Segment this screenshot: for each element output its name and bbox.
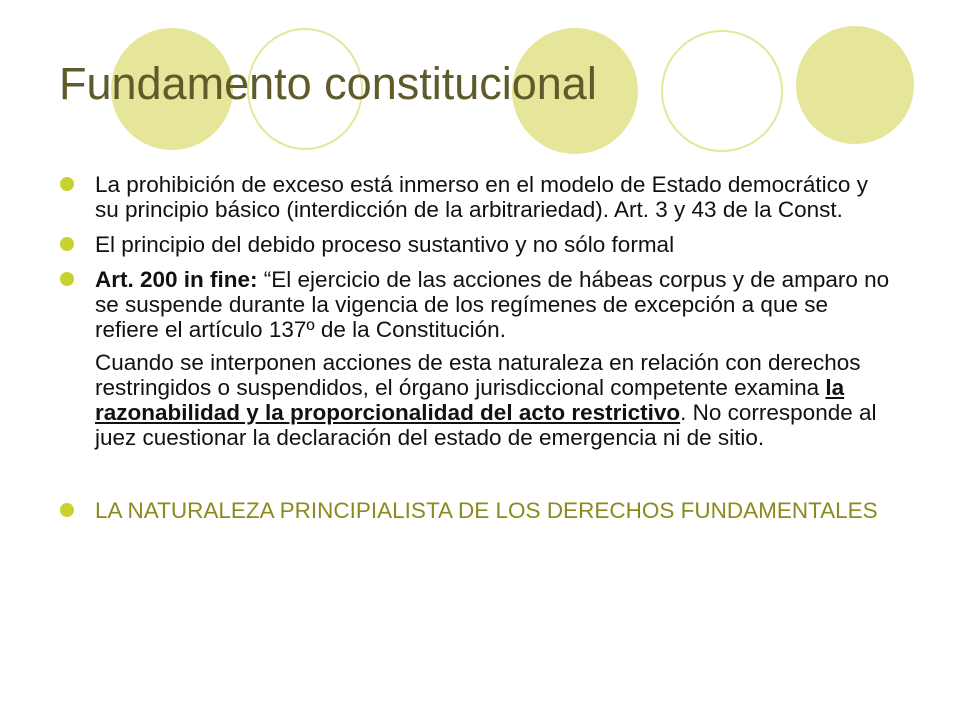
decorative-circle-filled [796,26,914,144]
bullet-item [60,498,890,523]
bullet-dot-icon [60,237,74,251]
continuation-text: Cuando se interponen acciones de esta naturaleza en relación con derechos restringidos o suspendidos, el órgano jurisdiccional competente examina [95,350,861,400]
bullet-dot-icon [60,177,74,191]
bullet-text: La prohibición de exceso está inmerso en el modelo de Estado democrático y su principio básico (interdicción de la arbitrariedad). Art. 3 y 43 de la Const. [95,172,868,222]
bullet-dot-icon [60,503,74,517]
bullet-text: El principio del debido proceso sustantivo y no sólo formal [95,232,675,257]
slide-title: Fundamento constitucional [59,58,597,109]
emphasized-phrase: la razonabilidad y la proporcionalidad del acto restrictivo [95,375,845,425]
bullet-item [60,172,890,222]
bullet-item [60,232,890,257]
article-reference: Art. 200 in fine: [95,267,258,292]
bullet-list [60,172,890,523]
bullet-text-highlight: LA NATURALEZA PRINCIPIALISTA DE LOS DERECHOS FUNDAMENTALES [95,498,878,523]
bullet-dot-icon [60,272,74,286]
bullet-item [60,267,890,342]
bullet-continuation [60,350,890,450]
continuation-text: . No corresponde al juez cuestionar la declaración del estado de emergencia ni de sitio. [95,400,877,450]
decorative-circle-outline [661,30,783,152]
bullet-text: “El ejercicio de las acciones de hábeas corpus y de amparo no se suspende durante la vigencia de los regímenes de excepción a que se refiere el artículo 137º de la Constitución. [95,267,890,342]
